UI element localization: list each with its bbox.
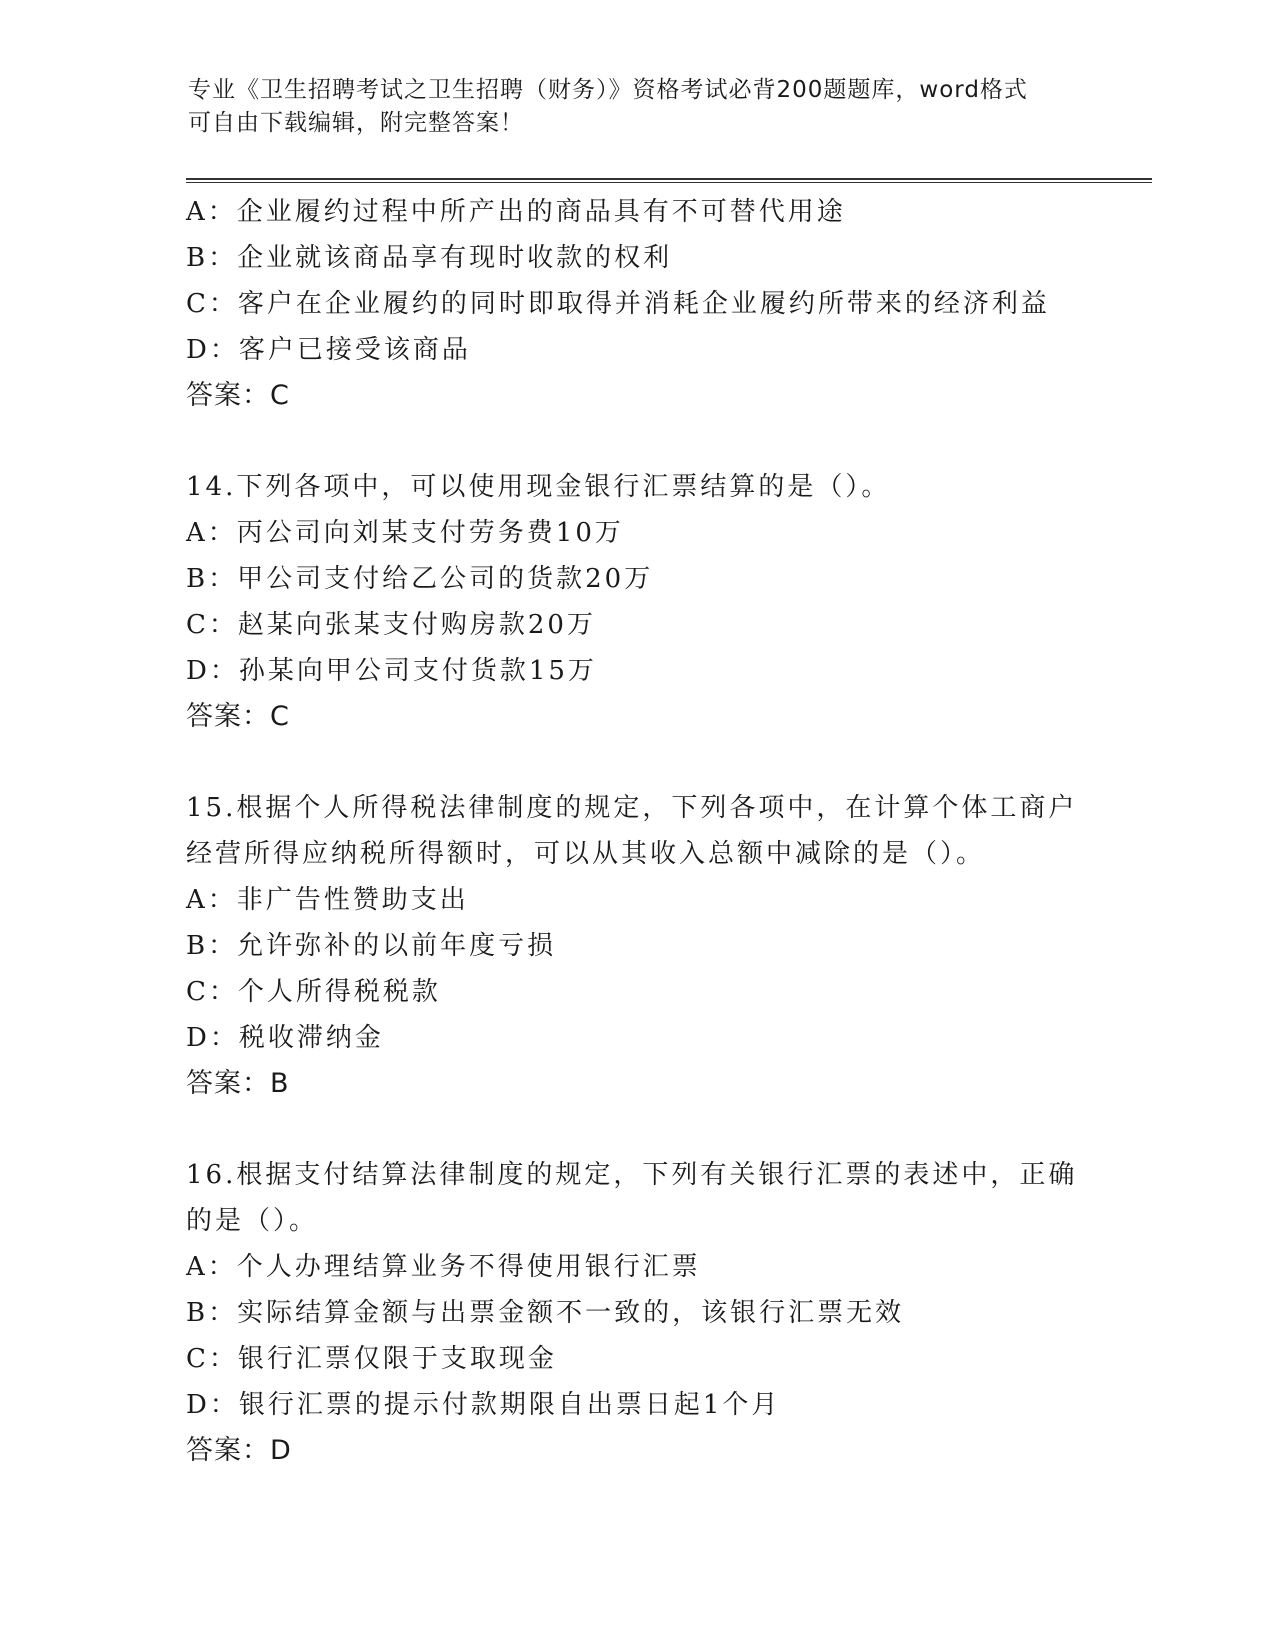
option-c: C：个人所得税税款	[186, 977, 441, 1007]
option-d: D：客户已接受该商品	[186, 335, 471, 365]
option-a: A：企业履约过程中所产出的商品具有不可替代用途	[186, 197, 846, 227]
question-stem-line-2: 经营所得应纳税所得额时，可以从其收入总额中减除的是（）。	[186, 839, 986, 869]
answer-line: 答案：C	[186, 701, 290, 732]
question-list	[186, 189, 1106, 1474]
document-header	[188, 74, 1088, 140]
question-15	[186, 785, 1106, 1107]
spacer	[186, 1107, 1106, 1152]
option-a: A：丙公司向刘某支付劳务费10万	[186, 518, 624, 548]
header-divider	[186, 178, 1152, 184]
spacer	[186, 740, 1106, 785]
divider-thick-line	[186, 178, 1152, 180]
option-c: C：银行汇票仅限于支取现金	[186, 1344, 557, 1374]
question-16	[186, 1152, 1106, 1474]
option-b: B：实际结算金额与出票金额不一致的，该银行汇票无效	[186, 1298, 905, 1328]
question-stem-line-1: 15.根据个人所得税法律制度的规定，下列各项中，在计算个体工商户	[186, 793, 1078, 823]
answer-line: 答案：C	[186, 380, 290, 411]
option-b: B：甲公司支付给乙公司的货款20万	[186, 564, 654, 594]
option-a: A：个人办理结算业务不得使用银行汇票	[186, 1252, 701, 1282]
question-13	[186, 189, 1106, 419]
divider-thin-line	[186, 182, 1152, 183]
question-stem-line-1: 16.根据支付结算法律制度的规定，下列有关银行汇票的表述中，正确	[186, 1160, 1078, 1190]
option-c: C：赵某向张某支付购房款20万	[186, 610, 596, 640]
answer-line: 答案：B	[186, 1068, 290, 1099]
option-d: D：银行汇票的提示付款期限自出票日起1个月	[186, 1390, 781, 1420]
answer-line: 答案：D	[186, 1435, 292, 1466]
question-stem-line-2: 的是（）。	[186, 1206, 319, 1236]
header-line-2: 可自由下载编辑，附完整答案！	[188, 110, 524, 136]
option-a: A：非广告性赞助支出	[186, 885, 469, 915]
option-b: B：允许弥补的以前年度亏损	[186, 931, 557, 961]
question-14	[186, 464, 1106, 740]
option-d: D：孙某向甲公司支付货款15万	[186, 656, 597, 686]
header-line-1: 专业《卫生招聘考试之卫生招聘（财务）》资格考试必背200题题库，word格式	[188, 77, 1028, 103]
option-c: C：客户在企业履约的同时即取得并消耗企业履约所带来的经济利益	[186, 289, 1050, 319]
spacer	[186, 419, 1106, 464]
option-d: D：税收滞纳金	[186, 1023, 384, 1053]
option-b: B：企业就该商品享有现时收款的权利	[186, 243, 673, 273]
question-stem: 14.下列各项中，可以使用现金银行汇票结算的是（）。	[186, 472, 891, 502]
